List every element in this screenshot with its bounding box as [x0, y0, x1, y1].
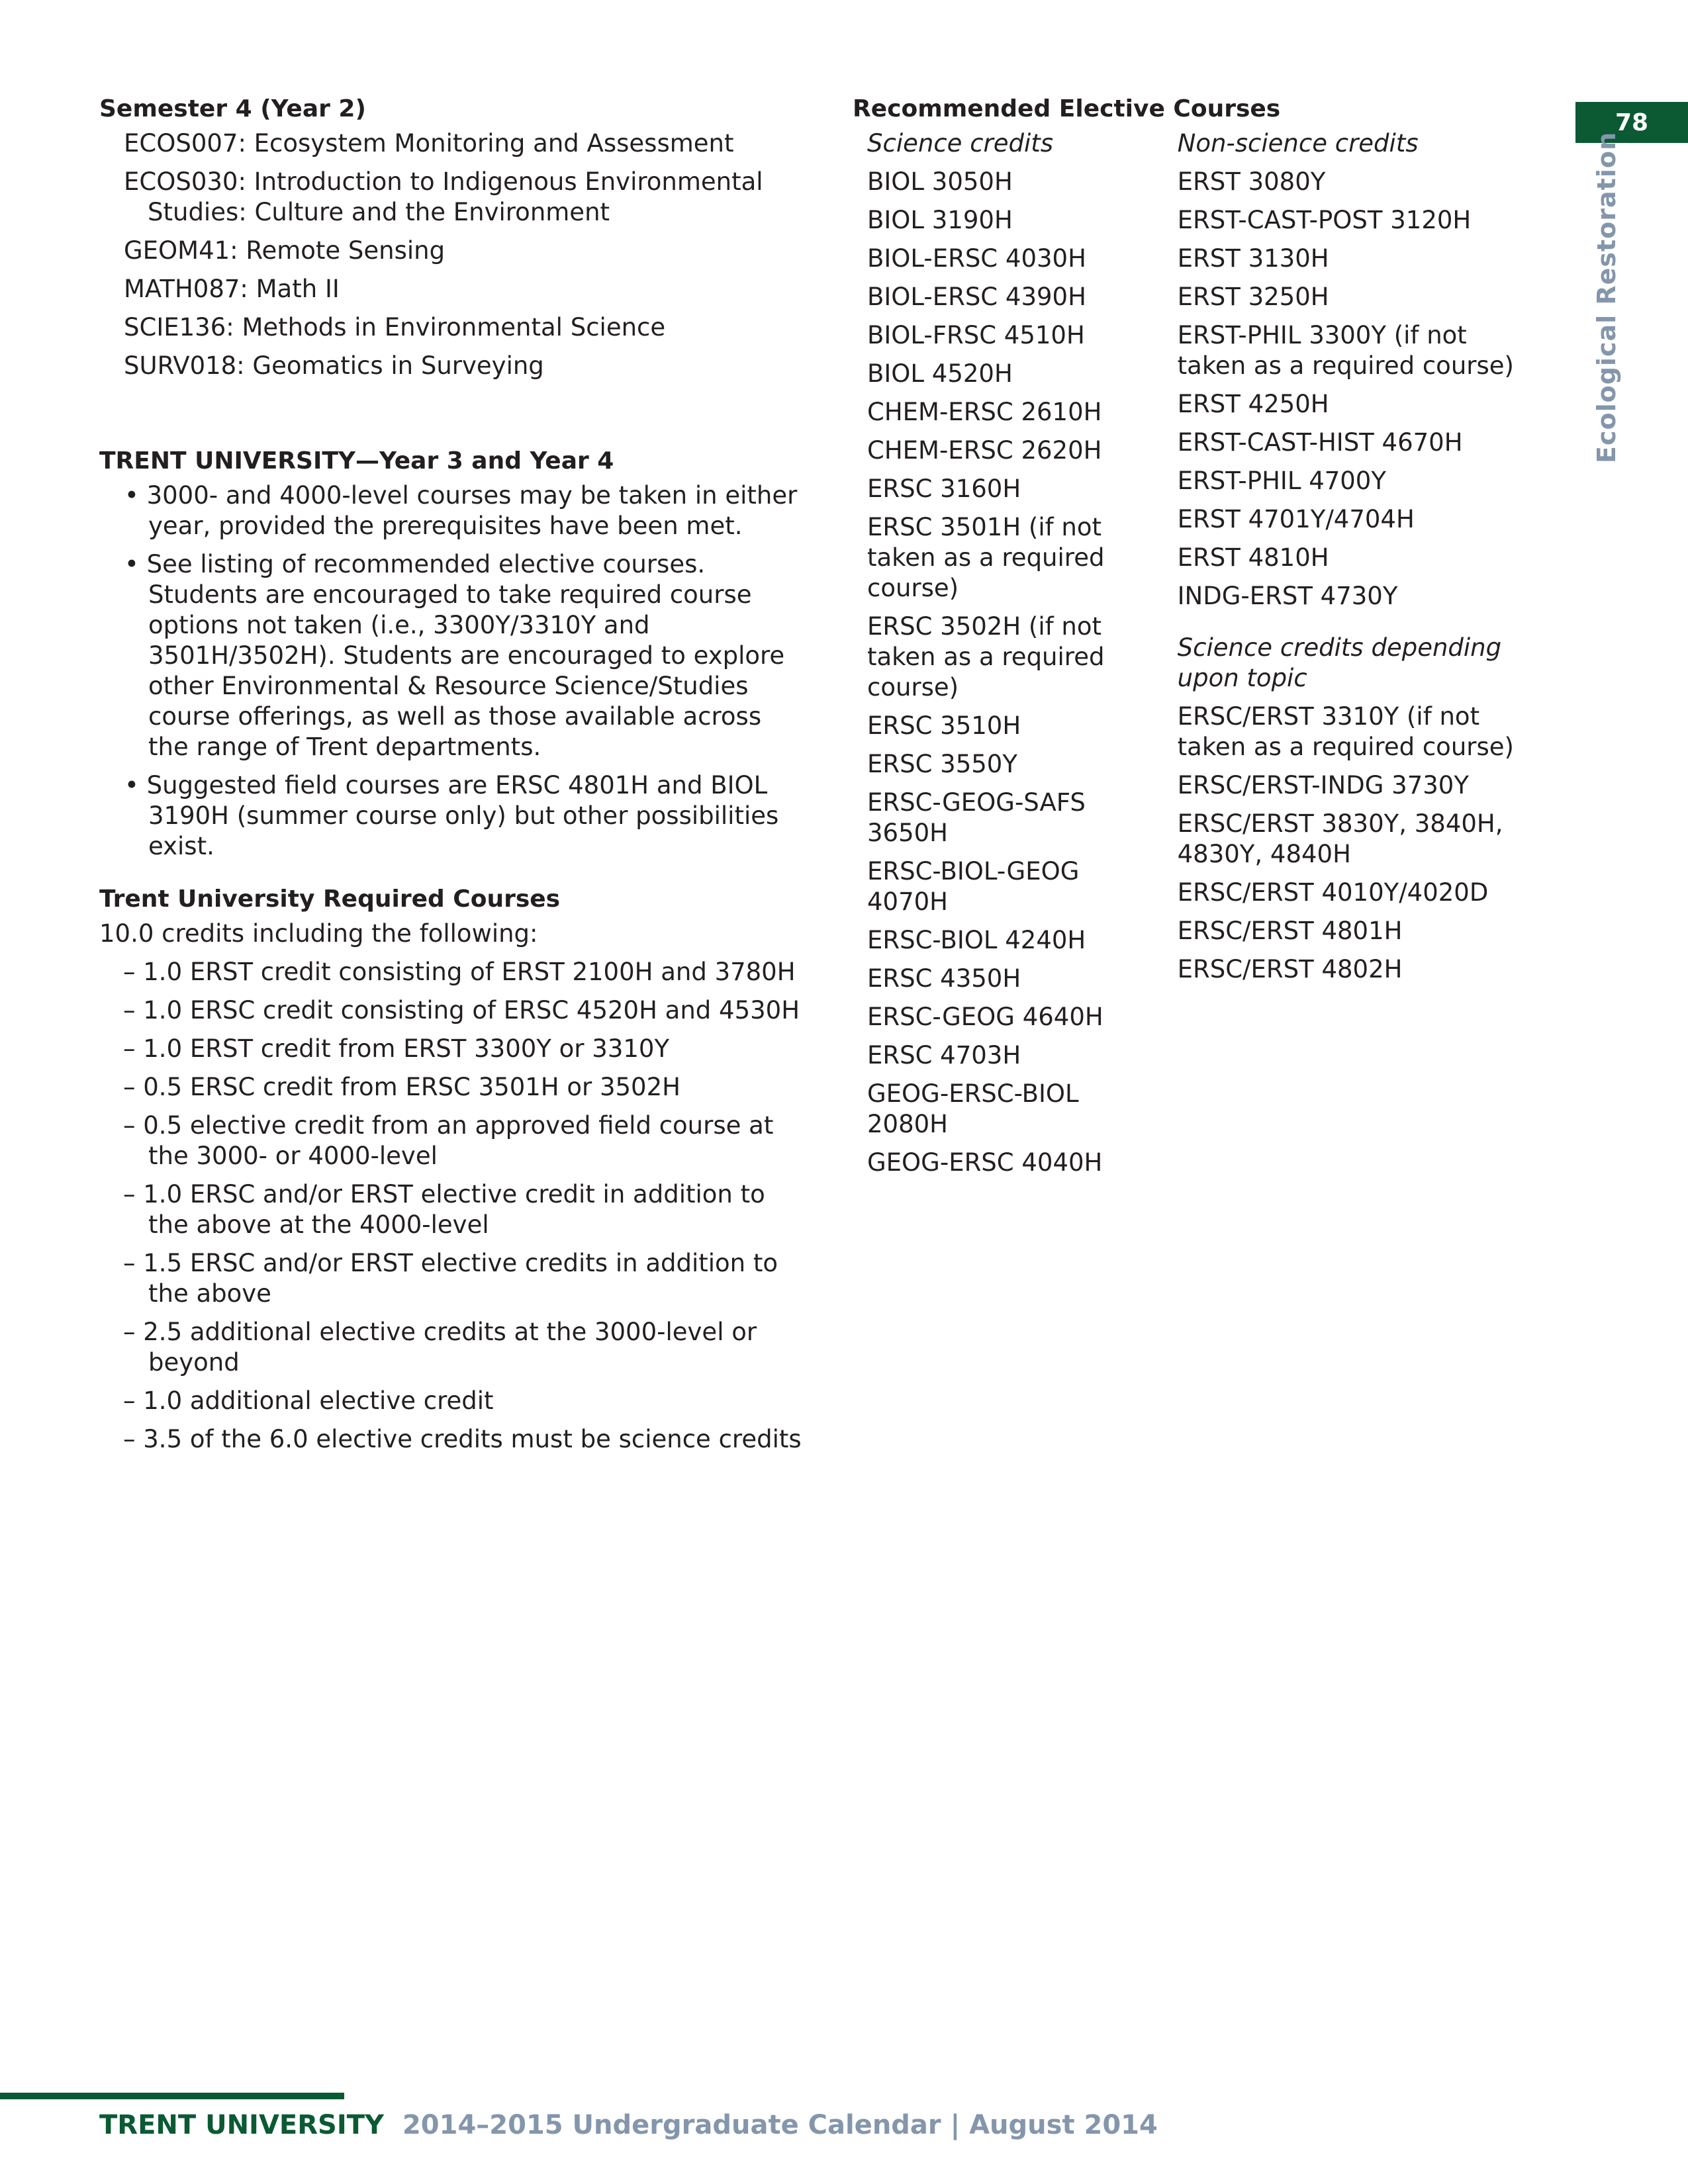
- science-course: ERSC-GEOG 4640H: [867, 1003, 1103, 1031]
- topic-course: ERSC/ERST 4801H: [1177, 917, 1403, 945]
- course-item: SCIE136: Methods in Environmental Science: [124, 313, 666, 341]
- required-item: – 2.5 additional elective credits at the 3000-level or beyond: [123, 1318, 757, 1377]
- science-column: [853, 128, 1164, 1186]
- topic-label: Science credits depending upon topic: [1177, 633, 1502, 692]
- non-science-course: ERST-PHIL 4700Y: [1177, 467, 1386, 495]
- topic-course: ERSC/ERST 3310Y (if not taken as a required course): [1177, 702, 1514, 761]
- electives-heading: Recommended Elective Courses: [853, 95, 1281, 122]
- bullet-item: • Suggested field courses are ERSC 4801H and BIOL 3190H (summer course only) but other possibilities exist.: [124, 771, 779, 860]
- science-course: BIOL 3190H: [867, 206, 1013, 234]
- non-science-course: ERST 4810H: [1177, 543, 1329, 572]
- science-course: ERSC-BIOL 4240H: [867, 926, 1086, 954]
- topic-course: ERSC/ERST 4010Y/4020D: [1177, 878, 1489, 907]
- science-course: ERSC-GEOG-SAFS 3650H: [867, 788, 1086, 847]
- right-column: [853, 93, 1515, 1186]
- course-item: SURV018: Geomatics in Surveying: [124, 351, 544, 380]
- topic-course: ERSC/ERST 4802H: [1177, 955, 1403, 983]
- non-science-label: Non-science credits: [1177, 129, 1419, 158]
- required-item: – 3.5 of the 6.0 elective credits must be science credits: [123, 1425, 802, 1453]
- non-science-course: INDG-ERST 4730Y: [1177, 582, 1398, 610]
- science-course: BIOL 4520H: [867, 359, 1013, 388]
- non-science-course: ERST-CAST-POST 3120H: [1177, 206, 1472, 234]
- required-item: – 1.0 ERSC and/or ERST elective credit in addition to the above at the 4000-level: [123, 1180, 765, 1239]
- required-item: – 1.0 ERST credit from ERST 3300Y or 3310Y: [123, 1034, 670, 1063]
- trent-years-bullets: [99, 480, 808, 862]
- science-course: ERSC 4703H: [867, 1041, 1021, 1069]
- bullet-item: • See listing of recommended elective courses. Students are encouraged to take required course options not taken (i.e., 3300Y/3310Y and 3501H/3502H). Students are encouraged to explore other Environmental & Resource Science/Studies course offerings, as well as those available across the range of Trent departments.: [124, 550, 785, 761]
- non-science-course: ERST 4701Y/4704H: [1177, 505, 1415, 533]
- topic-course: ERSC/ERST-INDG 3730Y: [1177, 771, 1469, 799]
- non-science-column: [1164, 128, 1515, 1186]
- non-science-course: ERST 4250H: [1177, 390, 1329, 418]
- course-item: MATH087: Math II: [124, 275, 340, 303]
- course-item: ECOS007: Ecosystem Monitoring and Assessment: [124, 129, 734, 158]
- science-course: BIOL-ERSC 4390H: [867, 283, 1086, 311]
- topic-course: ERSC/ERST 3830Y, 3840H, 4830Y, 4840H: [1177, 809, 1503, 868]
- required-heading: Trent University Required Courses: [99, 886, 561, 913]
- footer: [99, 2110, 1158, 2140]
- science-course: BIOL-FRSC 4510H: [867, 321, 1085, 349]
- required-item: – 1.0 ERST credit consisting of ERST 2100H and 3780H: [123, 958, 796, 986]
- semester4-heading: Semester 4 (Year 2): [99, 95, 366, 122]
- required-item: – 1.0 additional elective credit: [123, 1387, 494, 1415]
- page-number-tab: 78: [1575, 102, 1688, 143]
- science-course: ERSC 4350H: [867, 964, 1021, 993]
- electives-table: [853, 128, 1515, 1186]
- science-course: ERSC 3510H: [867, 711, 1021, 740]
- required-item: – 1.5 ERSC and/or ERST elective credits in addition to the above: [123, 1249, 778, 1308]
- footer-calendar: 2014–2015 Undergraduate Calendar | August 2014: [402, 2110, 1158, 2140]
- bullet-item: • 3000- and 4000-level courses may be taken in either year, provided the prerequisites have been met.: [124, 481, 798, 540]
- science-course: ERSC 3502H (if not taken as a required course): [867, 612, 1105, 702]
- course-item: GEOM41: Remote Sensing: [124, 236, 445, 265]
- left-column: [99, 93, 808, 1463]
- non-science-course: ERST 3080Y: [1177, 167, 1326, 196]
- required-intro: 10.0 credits including the following:: [99, 919, 538, 948]
- required-item: – 1.0 ERSC credit consisting of ERSC 4520H and 4530H: [123, 996, 800, 1024]
- science-course: ERSC 3501H (if not taken as a required course): [867, 513, 1105, 602]
- footer-rule: [0, 2093, 344, 2099]
- section-title-vertical: Ecological Restoration: [1592, 131, 1621, 463]
- non-science-course: ERST 3250H: [1177, 283, 1329, 311]
- spacer: [99, 389, 808, 445]
- science-course: ERSC-BIOL-GEOG 4070H: [867, 857, 1080, 916]
- non-science-course: ERST 3130H: [1177, 244, 1329, 273]
- required-item: – 0.5 elective credit from an approved field course at the 3000- or 4000-level: [123, 1111, 774, 1170]
- spacer: [1178, 619, 1515, 633]
- science-course: GEOG-ERSC-BIOL 2080H: [867, 1079, 1079, 1138]
- science-course: BIOL 3050H: [867, 167, 1013, 196]
- science-course: ERSC 3550Y: [867, 750, 1017, 778]
- science-course: CHEM-ERSC 2610H: [867, 398, 1102, 426]
- non-science-course: ERST-CAST-HIST 4670H: [1177, 428, 1463, 457]
- footer-university: TRENT UNIVERSITY: [99, 2110, 384, 2140]
- science-course: CHEM-ERSC 2620H: [867, 436, 1102, 465]
- required-list: [99, 957, 808, 1455]
- science-course: ERSC 3160H: [867, 475, 1021, 503]
- trent-years-heading: TRENT UNIVERSITY—Year 3 and Year 4: [99, 447, 614, 475]
- required-item: – 0.5 ERSC credit from ERSC 3501H or 3502H: [123, 1073, 680, 1101]
- science-label: Science credits: [867, 129, 1054, 158]
- non-science-course: ERST-PHIL 3300Y (if not taken as a required course): [1177, 321, 1514, 380]
- course-item: ECOS030: Introduction to Indigenous Environmental Studies: Culture and the Environment: [124, 167, 763, 226]
- spacer: [99, 870, 808, 883]
- science-course: GEOG-ERSC 4040H: [867, 1148, 1103, 1177]
- science-course: BIOL-ERSC 4030H: [867, 244, 1086, 273]
